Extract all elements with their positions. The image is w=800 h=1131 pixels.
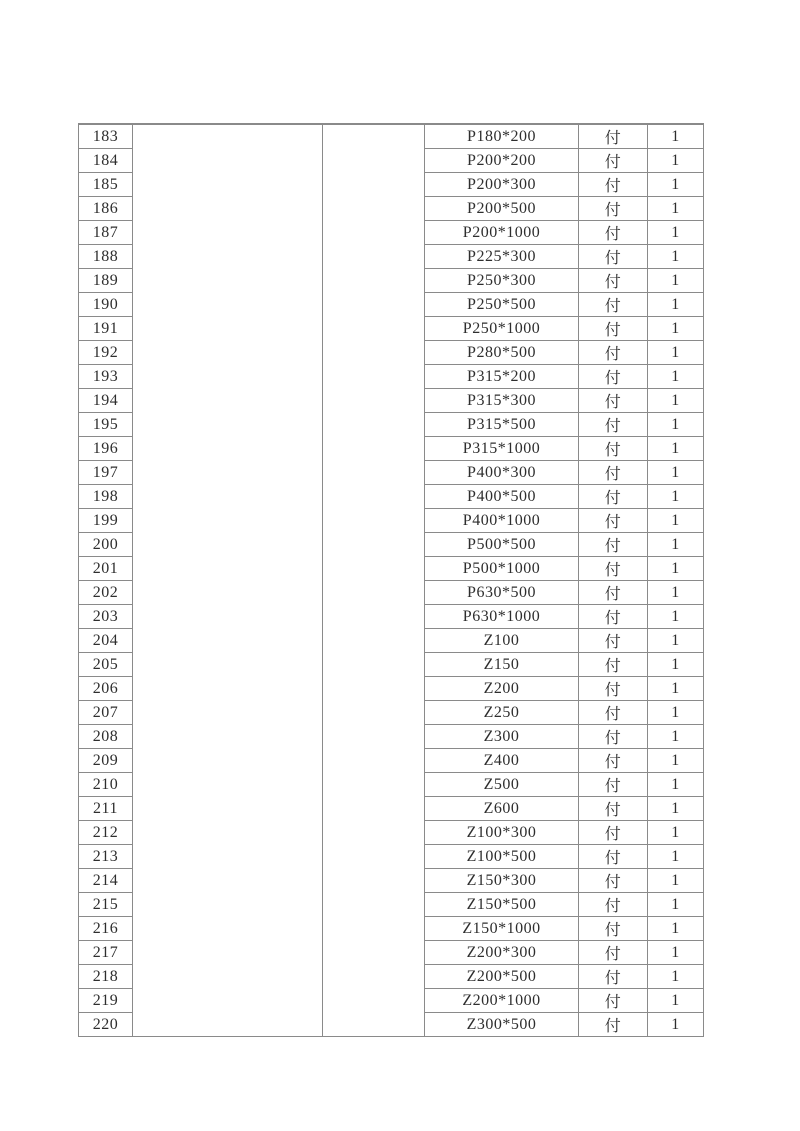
qty-cell: 1 (648, 485, 704, 509)
spec-cell: Z400 (425, 749, 579, 773)
spec-cell: Z150*300 (425, 869, 579, 893)
qty-cell: 1 (648, 605, 704, 629)
spec-cell: P225*300 (425, 245, 579, 269)
row-number-cell: 205 (79, 653, 133, 677)
spec-cell: Z100*300 (425, 821, 579, 845)
spec-cell: P630*500 (425, 581, 579, 605)
unit-cell: 付 (579, 893, 648, 917)
row-number-cell: 204 (79, 629, 133, 653)
unit-cell: 付 (579, 413, 648, 437)
unit-cell: 付 (579, 173, 648, 197)
row-number-cell: 198 (79, 485, 133, 509)
unit-cell: 付 (579, 461, 648, 485)
row-number-cell: 203 (79, 605, 133, 629)
unit-cell: 付 (579, 341, 648, 365)
qty-cell: 1 (648, 1013, 704, 1037)
unit-cell: 付 (579, 365, 648, 389)
row-number-cell: 196 (79, 437, 133, 461)
row-number-cell: 183 (79, 124, 133, 149)
row-number-cell: 207 (79, 701, 133, 725)
qty-cell: 1 (648, 317, 704, 341)
qty-cell: 1 (648, 773, 704, 797)
parts-table (78, 123, 704, 1037)
spec-cell: P250*300 (425, 269, 579, 293)
spec-cell: Z250 (425, 701, 579, 725)
unit-cell: 付 (579, 509, 648, 533)
row-number-cell: 214 (79, 869, 133, 893)
qty-cell: 1 (648, 389, 704, 413)
qty-cell: 1 (648, 941, 704, 965)
spec-cell: P180*200 (425, 124, 579, 149)
spec-cell: P630*1000 (425, 605, 579, 629)
spec-cell: P500*1000 (425, 557, 579, 581)
qty-cell: 1 (648, 989, 704, 1013)
unit-cell: 付 (579, 197, 648, 221)
spec-cell: P315*200 (425, 365, 579, 389)
row-number-cell: 190 (79, 293, 133, 317)
row-number-cell: 208 (79, 725, 133, 749)
row-number-cell: 216 (79, 917, 133, 941)
row-number-cell: 199 (79, 509, 133, 533)
unit-cell: 付 (579, 581, 648, 605)
parts-table-body (79, 124, 704, 1037)
qty-cell: 1 (648, 124, 704, 149)
spec-cell: P400*300 (425, 461, 579, 485)
row-number-cell: 195 (79, 413, 133, 437)
qty-cell: 1 (648, 413, 704, 437)
qty-cell: 1 (648, 725, 704, 749)
qty-cell: 1 (648, 869, 704, 893)
unit-cell: 付 (579, 245, 648, 269)
row-number-cell: 213 (79, 845, 133, 869)
spec-cell: P200*200 (425, 149, 579, 173)
row-number-cell: 219 (79, 989, 133, 1013)
row-number-cell: 209 (79, 749, 133, 773)
unit-cell: 付 (579, 725, 648, 749)
spec-cell: Z300 (425, 725, 579, 749)
row-number-cell: 185 (79, 173, 133, 197)
row-number-cell: 206 (79, 677, 133, 701)
qty-cell: 1 (648, 293, 704, 317)
unit-cell: 付 (579, 317, 648, 341)
unit-cell: 付 (579, 869, 648, 893)
spec-cell: P400*1000 (425, 509, 579, 533)
unit-cell: 付 (579, 701, 648, 725)
spec-cell: P200*500 (425, 197, 579, 221)
unit-cell: 付 (579, 389, 648, 413)
unit-cell: 付 (579, 965, 648, 989)
qty-cell: 1 (648, 965, 704, 989)
row-number-cell: 184 (79, 149, 133, 173)
spec-cell: Z300*500 (425, 1013, 579, 1037)
qty-cell: 1 (648, 365, 704, 389)
table-row (79, 124, 704, 149)
unit-cell: 付 (579, 629, 648, 653)
row-number-cell: 188 (79, 245, 133, 269)
row-number-cell: 191 (79, 317, 133, 341)
unit-cell: 付 (579, 149, 648, 173)
row-number-cell: 186 (79, 197, 133, 221)
qty-cell: 1 (648, 677, 704, 701)
spec-cell: P400*500 (425, 485, 579, 509)
row-number-cell: 193 (79, 365, 133, 389)
spec-cell: P250*500 (425, 293, 579, 317)
qty-cell: 1 (648, 893, 704, 917)
row-number-cell: 211 (79, 797, 133, 821)
spec-cell: Z600 (425, 797, 579, 821)
unit-cell: 付 (579, 533, 648, 557)
row-number-cell: 212 (79, 821, 133, 845)
spec-cell: P200*300 (425, 173, 579, 197)
unit-cell: 付 (579, 941, 648, 965)
spec-cell: P315*1000 (425, 437, 579, 461)
unit-cell: 付 (579, 221, 648, 245)
row-number-cell: 189 (79, 269, 133, 293)
unit-cell: 付 (579, 749, 648, 773)
spec-cell: Z200*500 (425, 965, 579, 989)
qty-cell: 1 (648, 797, 704, 821)
unit-cell: 付 (579, 293, 648, 317)
qty-cell: 1 (648, 149, 704, 173)
qty-cell: 1 (648, 917, 704, 941)
qty-cell: 1 (648, 629, 704, 653)
row-number-cell: 210 (79, 773, 133, 797)
qty-cell: 1 (648, 845, 704, 869)
row-number-cell: 187 (79, 221, 133, 245)
unit-cell: 付 (579, 605, 648, 629)
unit-cell: 付 (579, 557, 648, 581)
unit-cell: 付 (579, 989, 648, 1013)
row-number-cell: 200 (79, 533, 133, 557)
qty-cell: 1 (648, 197, 704, 221)
row-number-cell: 217 (79, 941, 133, 965)
row-number-cell: 220 (79, 1013, 133, 1037)
row-number-cell: 215 (79, 893, 133, 917)
spec-cell: P280*500 (425, 341, 579, 365)
qty-cell: 1 (648, 437, 704, 461)
spec-cell: Z150 (425, 653, 579, 677)
unit-cell: 付 (579, 1013, 648, 1037)
qty-cell: 1 (648, 245, 704, 269)
qty-cell: 1 (648, 701, 704, 725)
qty-cell: 1 (648, 533, 704, 557)
qty-cell: 1 (648, 221, 704, 245)
qty-cell: 1 (648, 653, 704, 677)
qty-cell: 1 (648, 557, 704, 581)
row-number-cell: 201 (79, 557, 133, 581)
spec-cell: P315*500 (425, 413, 579, 437)
spec-cell: Z150*1000 (425, 917, 579, 941)
spec-cell: P500*500 (425, 533, 579, 557)
unit-cell: 付 (579, 124, 648, 149)
unit-cell: 付 (579, 773, 648, 797)
unit-cell: 付 (579, 797, 648, 821)
unit-cell: 付 (579, 845, 648, 869)
row-number-cell: 197 (79, 461, 133, 485)
row-number-cell: 192 (79, 341, 133, 365)
row-number-cell: 194 (79, 389, 133, 413)
spec-cell: Z150*500 (425, 893, 579, 917)
spec-cell: P315*300 (425, 389, 579, 413)
qty-cell: 1 (648, 173, 704, 197)
row-number-cell: 202 (79, 581, 133, 605)
unit-cell: 付 (579, 437, 648, 461)
spec-cell: Z200 (425, 677, 579, 701)
qty-cell: 1 (648, 821, 704, 845)
spec-cell: Z100*500 (425, 845, 579, 869)
spec-cell: Z100 (425, 629, 579, 653)
qty-cell: 1 (648, 581, 704, 605)
qty-cell: 1 (648, 461, 704, 485)
qty-cell: 1 (648, 341, 704, 365)
unit-cell: 付 (579, 653, 648, 677)
row-number-cell: 218 (79, 965, 133, 989)
unit-cell: 付 (579, 917, 648, 941)
merged-empty-cell-1 (133, 124, 323, 1037)
spec-cell: Z200*300 (425, 941, 579, 965)
merged-empty-cell-2 (323, 124, 425, 1037)
spec-cell: Z200*1000 (425, 989, 579, 1013)
unit-cell: 付 (579, 821, 648, 845)
spec-cell: P250*1000 (425, 317, 579, 341)
unit-cell: 付 (579, 485, 648, 509)
qty-cell: 1 (648, 269, 704, 293)
spec-cell: P200*1000 (425, 221, 579, 245)
qty-cell: 1 (648, 749, 704, 773)
unit-cell: 付 (579, 677, 648, 701)
spec-cell: Z500 (425, 773, 579, 797)
qty-cell: 1 (648, 509, 704, 533)
unit-cell: 付 (579, 269, 648, 293)
